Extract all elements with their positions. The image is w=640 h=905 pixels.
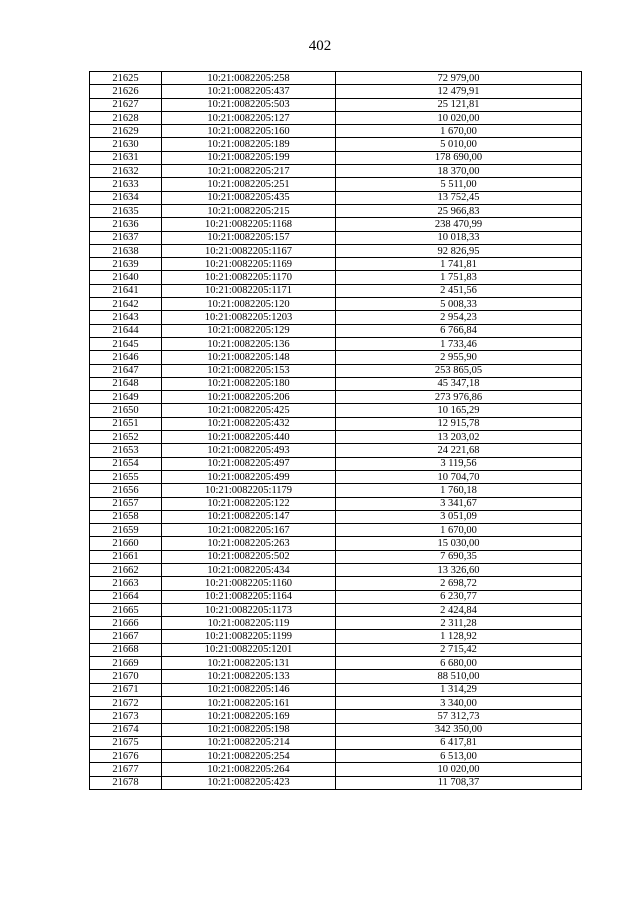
cadastral-number-cell: 10:21:0082205:215: [162, 204, 336, 217]
row-number-cell: 21678: [90, 776, 162, 789]
value-cell: 3 341,67: [336, 497, 582, 510]
cadastral-number-cell: 10:21:0082205:1164: [162, 590, 336, 603]
table-row: [90, 457, 582, 470]
cadastral-number-cell: 10:21:0082205:437: [162, 85, 336, 98]
row-number-cell: 21671: [90, 683, 162, 696]
table-row: [90, 351, 582, 364]
table-row: [90, 603, 582, 616]
value-cell: 2 311,28: [336, 617, 582, 630]
table-row: [90, 590, 582, 603]
table-row: [90, 470, 582, 483]
table-row: [90, 72, 582, 85]
row-number-cell: 21665: [90, 603, 162, 616]
row-number-cell: 21631: [90, 151, 162, 164]
row-number-cell: 21666: [90, 617, 162, 630]
value-cell: 10 018,33: [336, 231, 582, 244]
cadastral-number-cell: 10:21:0082205:1173: [162, 603, 336, 616]
cadastral-number-cell: 10:21:0082205:153: [162, 364, 336, 377]
table-row: [90, 231, 582, 244]
table-row: [90, 683, 582, 696]
cadastral-number-cell: 10:21:0082205:435: [162, 191, 336, 204]
row-number-cell: 21629: [90, 125, 162, 138]
value-cell: 13 203,02: [336, 431, 582, 444]
value-cell: 5 008,33: [336, 298, 582, 311]
table-row: [90, 364, 582, 377]
value-cell: 5 010,00: [336, 138, 582, 151]
row-number-cell: 21627: [90, 98, 162, 111]
value-cell: 178 690,00: [336, 151, 582, 164]
table-row: [90, 204, 582, 217]
row-number-cell: 21674: [90, 723, 162, 736]
row-number-cell: 21657: [90, 497, 162, 510]
value-cell: 1 128,92: [336, 630, 582, 643]
value-cell: 72 979,00: [336, 72, 582, 85]
cadastral-number-cell: 10:21:0082205:264: [162, 763, 336, 776]
table-row: [90, 736, 582, 749]
value-cell: 238 470,99: [336, 218, 582, 231]
cadastral-number-cell: 10:21:0082205:425: [162, 404, 336, 417]
row-number-cell: 21676: [90, 750, 162, 763]
row-number-cell: 21661: [90, 550, 162, 563]
value-cell: 24 221,68: [336, 444, 582, 457]
value-cell: 57 312,73: [336, 710, 582, 723]
row-number-cell: 21635: [90, 204, 162, 217]
cadastral-number-cell: 10:21:0082205:1170: [162, 271, 336, 284]
value-cell: 13 752,45: [336, 191, 582, 204]
row-number-cell: 21659: [90, 524, 162, 537]
cadastral-number-cell: 10:21:0082205:1169: [162, 258, 336, 271]
cadastral-number-cell: 10:21:0082205:503: [162, 98, 336, 111]
value-cell: 7 690,35: [336, 550, 582, 563]
cadastral-number-cell: 10:21:0082205:1160: [162, 577, 336, 590]
table-row: [90, 657, 582, 670]
cadastral-number-cell: 10:21:0082205:146: [162, 683, 336, 696]
table-row: [90, 98, 582, 111]
table-row: [90, 85, 582, 98]
table-row: [90, 218, 582, 231]
cadastral-number-cell: 10:21:0082205:493: [162, 444, 336, 457]
table-row: [90, 337, 582, 350]
table-row: [90, 643, 582, 656]
cadastral-number-cell: 10:21:0082205:1167: [162, 244, 336, 257]
cadastral-number-cell: 10:21:0082205:148: [162, 351, 336, 364]
table-row: [90, 125, 582, 138]
cadastral-number-cell: 10:21:0082205:189: [162, 138, 336, 151]
table-row: [90, 165, 582, 178]
value-cell: 3 119,56: [336, 457, 582, 470]
value-cell: 2 954,23: [336, 311, 582, 324]
cadastral-number-cell: 10:21:0082205:169: [162, 710, 336, 723]
row-number-cell: 21670: [90, 670, 162, 683]
cadastral-number-cell: 10:21:0082205:133: [162, 670, 336, 683]
table-row: [90, 284, 582, 297]
row-number-cell: 21662: [90, 563, 162, 576]
value-cell: 6 680,00: [336, 657, 582, 670]
cadastral-number-cell: 10:21:0082205:1199: [162, 630, 336, 643]
value-cell: 253 865,05: [336, 364, 582, 377]
value-cell: 25 121,81: [336, 98, 582, 111]
cadastral-number-cell: 10:21:0082205:122: [162, 497, 336, 510]
table-row: [90, 377, 582, 390]
row-number-cell: 21633: [90, 178, 162, 191]
value-cell: 2 424,84: [336, 603, 582, 616]
cadastral-number-cell: 10:21:0082205:432: [162, 417, 336, 430]
row-number-cell: 21637: [90, 231, 162, 244]
cadastral-number-cell: 10:21:0082205:1203: [162, 311, 336, 324]
value-cell: 1 733,46: [336, 337, 582, 350]
value-cell: 6 230,77: [336, 590, 582, 603]
table-row: [90, 750, 582, 763]
table-row: [90, 258, 582, 271]
value-cell: 1 314,29: [336, 683, 582, 696]
row-number-cell: 21643: [90, 311, 162, 324]
row-number-cell: 21667: [90, 630, 162, 643]
row-number-cell: 21655: [90, 470, 162, 483]
table-row: [90, 630, 582, 643]
cadastral-number-cell: 10:21:0082205:217: [162, 165, 336, 178]
row-number-cell: 21639: [90, 258, 162, 271]
table-row: [90, 776, 582, 789]
cadastral-number-cell: 10:21:0082205:263: [162, 537, 336, 550]
table-body: [90, 72, 582, 790]
table-row: [90, 311, 582, 324]
table-row: [90, 510, 582, 523]
cadastral-number-cell: 10:21:0082205:254: [162, 750, 336, 763]
row-number-cell: 21669: [90, 657, 162, 670]
value-cell: 18 370,00: [336, 165, 582, 178]
row-number-cell: 21664: [90, 590, 162, 603]
cadastral-number-cell: 10:21:0082205:502: [162, 550, 336, 563]
cadastral-number-cell: 10:21:0082205:499: [162, 470, 336, 483]
table-row: [90, 710, 582, 723]
cadastral-number-cell: 10:21:0082205:131: [162, 657, 336, 670]
row-number-cell: 21672: [90, 696, 162, 709]
value-cell: 5 511,00: [336, 178, 582, 191]
table-row: [90, 417, 582, 430]
value-cell: 15 030,00: [336, 537, 582, 550]
table-row: [90, 178, 582, 191]
table-row: [90, 271, 582, 284]
row-number-cell: 21642: [90, 298, 162, 311]
table-row: [90, 563, 582, 576]
value-cell: 6 513,00: [336, 750, 582, 763]
row-number-cell: 21638: [90, 244, 162, 257]
value-cell: 12 915,78: [336, 417, 582, 430]
row-number-cell: 21663: [90, 577, 162, 590]
row-number-cell: 21632: [90, 165, 162, 178]
table-row: [90, 484, 582, 497]
table-row: [90, 617, 582, 630]
cadastral-number-cell: 10:21:0082205:1168: [162, 218, 336, 231]
row-number-cell: 21654: [90, 457, 162, 470]
value-cell: 3 340,00: [336, 696, 582, 709]
value-cell: 342 350,00: [336, 723, 582, 736]
value-cell: 92 826,95: [336, 244, 582, 257]
table-row: [90, 670, 582, 683]
value-cell: 10 020,00: [336, 111, 582, 124]
row-number-cell: 21641: [90, 284, 162, 297]
table-row: [90, 763, 582, 776]
table-row: [90, 391, 582, 404]
cadastral-number-cell: 10:21:0082205:440: [162, 431, 336, 444]
table-row: [90, 577, 582, 590]
row-number-cell: 21651: [90, 417, 162, 430]
value-cell: 25 966,83: [336, 204, 582, 217]
table-row: [90, 404, 582, 417]
row-number-cell: 21668: [90, 643, 162, 656]
row-number-cell: 21640: [90, 271, 162, 284]
row-number-cell: 21660: [90, 537, 162, 550]
row-number-cell: 21626: [90, 85, 162, 98]
cadastral-number-cell: 10:21:0082205:251: [162, 178, 336, 191]
value-cell: 2 715,42: [336, 643, 582, 656]
value-cell: 1 760,18: [336, 484, 582, 497]
table-row: [90, 524, 582, 537]
value-cell: 1 741,81: [336, 258, 582, 271]
value-cell: 6 417,81: [336, 736, 582, 749]
cadastral-value-table: [89, 71, 582, 790]
table-row: [90, 550, 582, 563]
cadastral-number-cell: 10:21:0082205:129: [162, 324, 336, 337]
value-cell: 2 451,56: [336, 284, 582, 297]
row-number-cell: 21658: [90, 510, 162, 523]
row-number-cell: 21630: [90, 138, 162, 151]
cadastral-number-cell: 10:21:0082205:214: [162, 736, 336, 749]
table-row: [90, 537, 582, 550]
row-number-cell: 21636: [90, 218, 162, 231]
value-cell: 10 020,00: [336, 763, 582, 776]
cadastral-number-cell: 10:21:0082205:258: [162, 72, 336, 85]
row-number-cell: 21644: [90, 324, 162, 337]
cadastral-number-cell: 10:21:0082205:127: [162, 111, 336, 124]
value-cell: 1 670,00: [336, 125, 582, 138]
value-cell: 45 347,18: [336, 377, 582, 390]
row-number-cell: 21652: [90, 431, 162, 444]
table-row: [90, 298, 582, 311]
value-cell: 1 751,83: [336, 271, 582, 284]
table-row: [90, 723, 582, 736]
cadastral-number-cell: 10:21:0082205:1201: [162, 643, 336, 656]
row-number-cell: 21647: [90, 364, 162, 377]
cadastral-number-cell: 10:21:0082205:157: [162, 231, 336, 244]
row-number-cell: 21646: [90, 351, 162, 364]
row-number-cell: 21628: [90, 111, 162, 124]
value-cell: 11 708,37: [336, 776, 582, 789]
table-row: [90, 111, 582, 124]
row-number-cell: 21656: [90, 484, 162, 497]
value-cell: 2 698,72: [336, 577, 582, 590]
value-cell: 13 326,60: [336, 563, 582, 576]
cadastral-number-cell: 10:21:0082205:1171: [162, 284, 336, 297]
value-cell: 3 051,09: [336, 510, 582, 523]
cadastral-number-cell: 10:21:0082205:161: [162, 696, 336, 709]
cadastral-number-cell: 10:21:0082205:198: [162, 723, 336, 736]
cadastral-number-cell: 10:21:0082205:423: [162, 776, 336, 789]
value-cell: 6 766,84: [336, 324, 582, 337]
value-cell: 10 165,29: [336, 404, 582, 417]
table-row: [90, 324, 582, 337]
cadastral-number-cell: 10:21:0082205:160: [162, 125, 336, 138]
table-row: [90, 151, 582, 164]
row-number-cell: 21677: [90, 763, 162, 776]
row-number-cell: 21653: [90, 444, 162, 457]
cadastral-number-cell: 10:21:0082205:147: [162, 510, 336, 523]
cadastral-number-cell: 10:21:0082205:199: [162, 151, 336, 164]
value-cell: 273 976,86: [336, 391, 582, 404]
table-row: [90, 497, 582, 510]
row-number-cell: 21673: [90, 710, 162, 723]
value-cell: 10 704,70: [336, 470, 582, 483]
cadastral-number-cell: 10:21:0082205:136: [162, 337, 336, 350]
row-number-cell: 21645: [90, 337, 162, 350]
page-number: 402: [308, 38, 332, 54]
table-row: [90, 431, 582, 444]
cadastral-number-cell: 10:21:0082205:120: [162, 298, 336, 311]
cadastral-number-cell: 10:21:0082205:434: [162, 563, 336, 576]
row-number-cell: 21675: [90, 736, 162, 749]
cadastral-number-cell: 10:21:0082205:119: [162, 617, 336, 630]
cadastral-number-cell: 10:21:0082205:497: [162, 457, 336, 470]
table-row: [90, 138, 582, 151]
table-row: [90, 444, 582, 457]
row-number-cell: 21634: [90, 191, 162, 204]
value-cell: 2 955,90: [336, 351, 582, 364]
cadastral-number-cell: 10:21:0082205:167: [162, 524, 336, 537]
cadastral-number-cell: 10:21:0082205:180: [162, 377, 336, 390]
row-number-cell: 21649: [90, 391, 162, 404]
table-row: [90, 191, 582, 204]
table-row: [90, 696, 582, 709]
row-number-cell: 21650: [90, 404, 162, 417]
cadastral-number-cell: 10:21:0082205:206: [162, 391, 336, 404]
value-cell: 1 670,00: [336, 524, 582, 537]
value-cell: 88 510,00: [336, 670, 582, 683]
table-row: [90, 244, 582, 257]
cadastral-number-cell: 10:21:0082205:1179: [162, 484, 336, 497]
value-cell: 12 479,91: [336, 85, 582, 98]
row-number-cell: 21648: [90, 377, 162, 390]
row-number-cell: 21625: [90, 72, 162, 85]
